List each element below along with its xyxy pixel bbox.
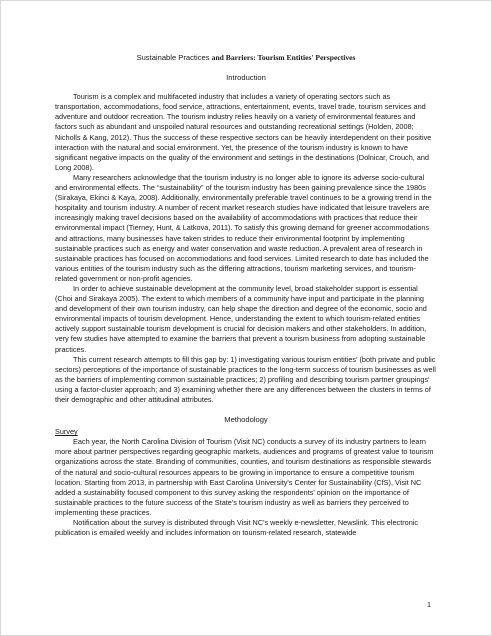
methodology-heading: Methodology [224,415,268,425]
intro-paragraph-4: This current research attempts to fill this gap by: 1) investigating various tourism entities' (both private and public sectors) perceptions of the importance of sustainable practices to the long-term success of tourism businesses as well as the barriers of implementing common sustainable practices; 2) profiling and describing tourism partner groupings' using a factor-cluster approach; and 3) examining whether there are any differences between the clusters in terms of their demographic and other attitudinal attributes. [55,354,436,404]
title-part-1: Sustainable Practices [136,53,212,62]
paper-title [55,53,437,63]
methods-paragraph-2: Notification about the survey is distributed through Visit NC's weekly e-newsletter, Newslink. This electronic publication is emailed weekly and includes information on tourism-related research, statewide [55,518,419,538]
intro-paragraph-2: Many researchers acknowledge that the tourism industry is no longer able to ignore its adverse socio-cultural and environmental effects. The “sustainability” of the tourism industry has been gaining prevalence since the 1980s (Sirakaya, Ekinci & Kaya, 2008). Additionally, environmentally preferable travel continues to be a growing trend in the hospitality and tourism industry. A number of recent market research studies have indicated that leisure travelers are increasingly making travel decisions based on the availability of accommodations with practices that reduce their environmental impact (Tierney, Hunt, & Latkova, 2011). To satisfy this growing demand for greener accommodations and attractions, many businesses have taken strides to reduce their environmental footprint by implementing sustainable practices such as energy and water conservation and waste reduction. A prevalent area of research in sustainable practices has focused on accommodations and food services. Limited research to date has included the various entities of the tourism industry such as the differing attractions, tourism marketing services, and tourism-related government or non-profit agencies. [55,172,432,283]
survey-subheading: Survey [55,427,78,437]
introduction-heading: Introduction [226,73,266,83]
page-content [55,53,437,538]
intro-paragraph-1: Tourism is a complex and multifaceted industry that includes a variety of operating sectors such as transportation, accommodations, food service, attractions, entertainment, events, travel trade, tourism services and adventure and outdoor recreation. The tourism industry relies heavily on a variety of environmental features and factors such as abundant and unspoiled natural resources and outstanding recreational settings (Holden, 2008; Nicholls & Kang, 2012). Thus the success of these respective sectors can be heavily interdependent on their positive interaction with the natural and social environment. Yet, the presence of the tourism industry is known to have significant negative impacts on the quality of the environment and settings in the destinations (Dolnicar, Crouch, and Long 2008). [55,92,432,172]
page-number: 1 [426,600,431,609]
title-part-2: and Barriers: Tourism Entities' Perspectives [211,53,356,62]
intro-paragraph-3: In order to achieve sustainable development at the community level, broad stakeholder support is essential (Choi and Sirakaya 2005). The extent to which members of a community have input and participate in the planning and development of their own tourism industry, can help shape the direction and degree of the economic, socio and environmental impacts of tourism development. Hence, understanding the extent to which tourism-related entities actively support sustainable tourism development is crucial for decision makers and other stakeholders. In addition, very few studies have attempted to examine the barriers that prevent a tourism business from adopting sustainable practices. [55,283,427,354]
methods-paragraph-1: Each year, the North Carolina Division of Tourism (Visit NC) conducts a survey of its industry partners to learn more about partner perspectives regarding geographic markets, audiences and programs of greatest value to tourism organizations across the state. Branding of communities, counties, and tourism destinations as responsible stewards of the natural and socio-cultural resources appears to be growing in importance to ensure a competitive tourism location. Starting from 2013, in partnership with East Carolina University's Center for Sustainability (CfS), Visit NC added a sustainability focused component to this survey asking the respondents' opinion on the importance of sustainable practices to the future success of the State's tourism industry as well as barriers they perceived to implementing these practices. [55,437,434,517]
